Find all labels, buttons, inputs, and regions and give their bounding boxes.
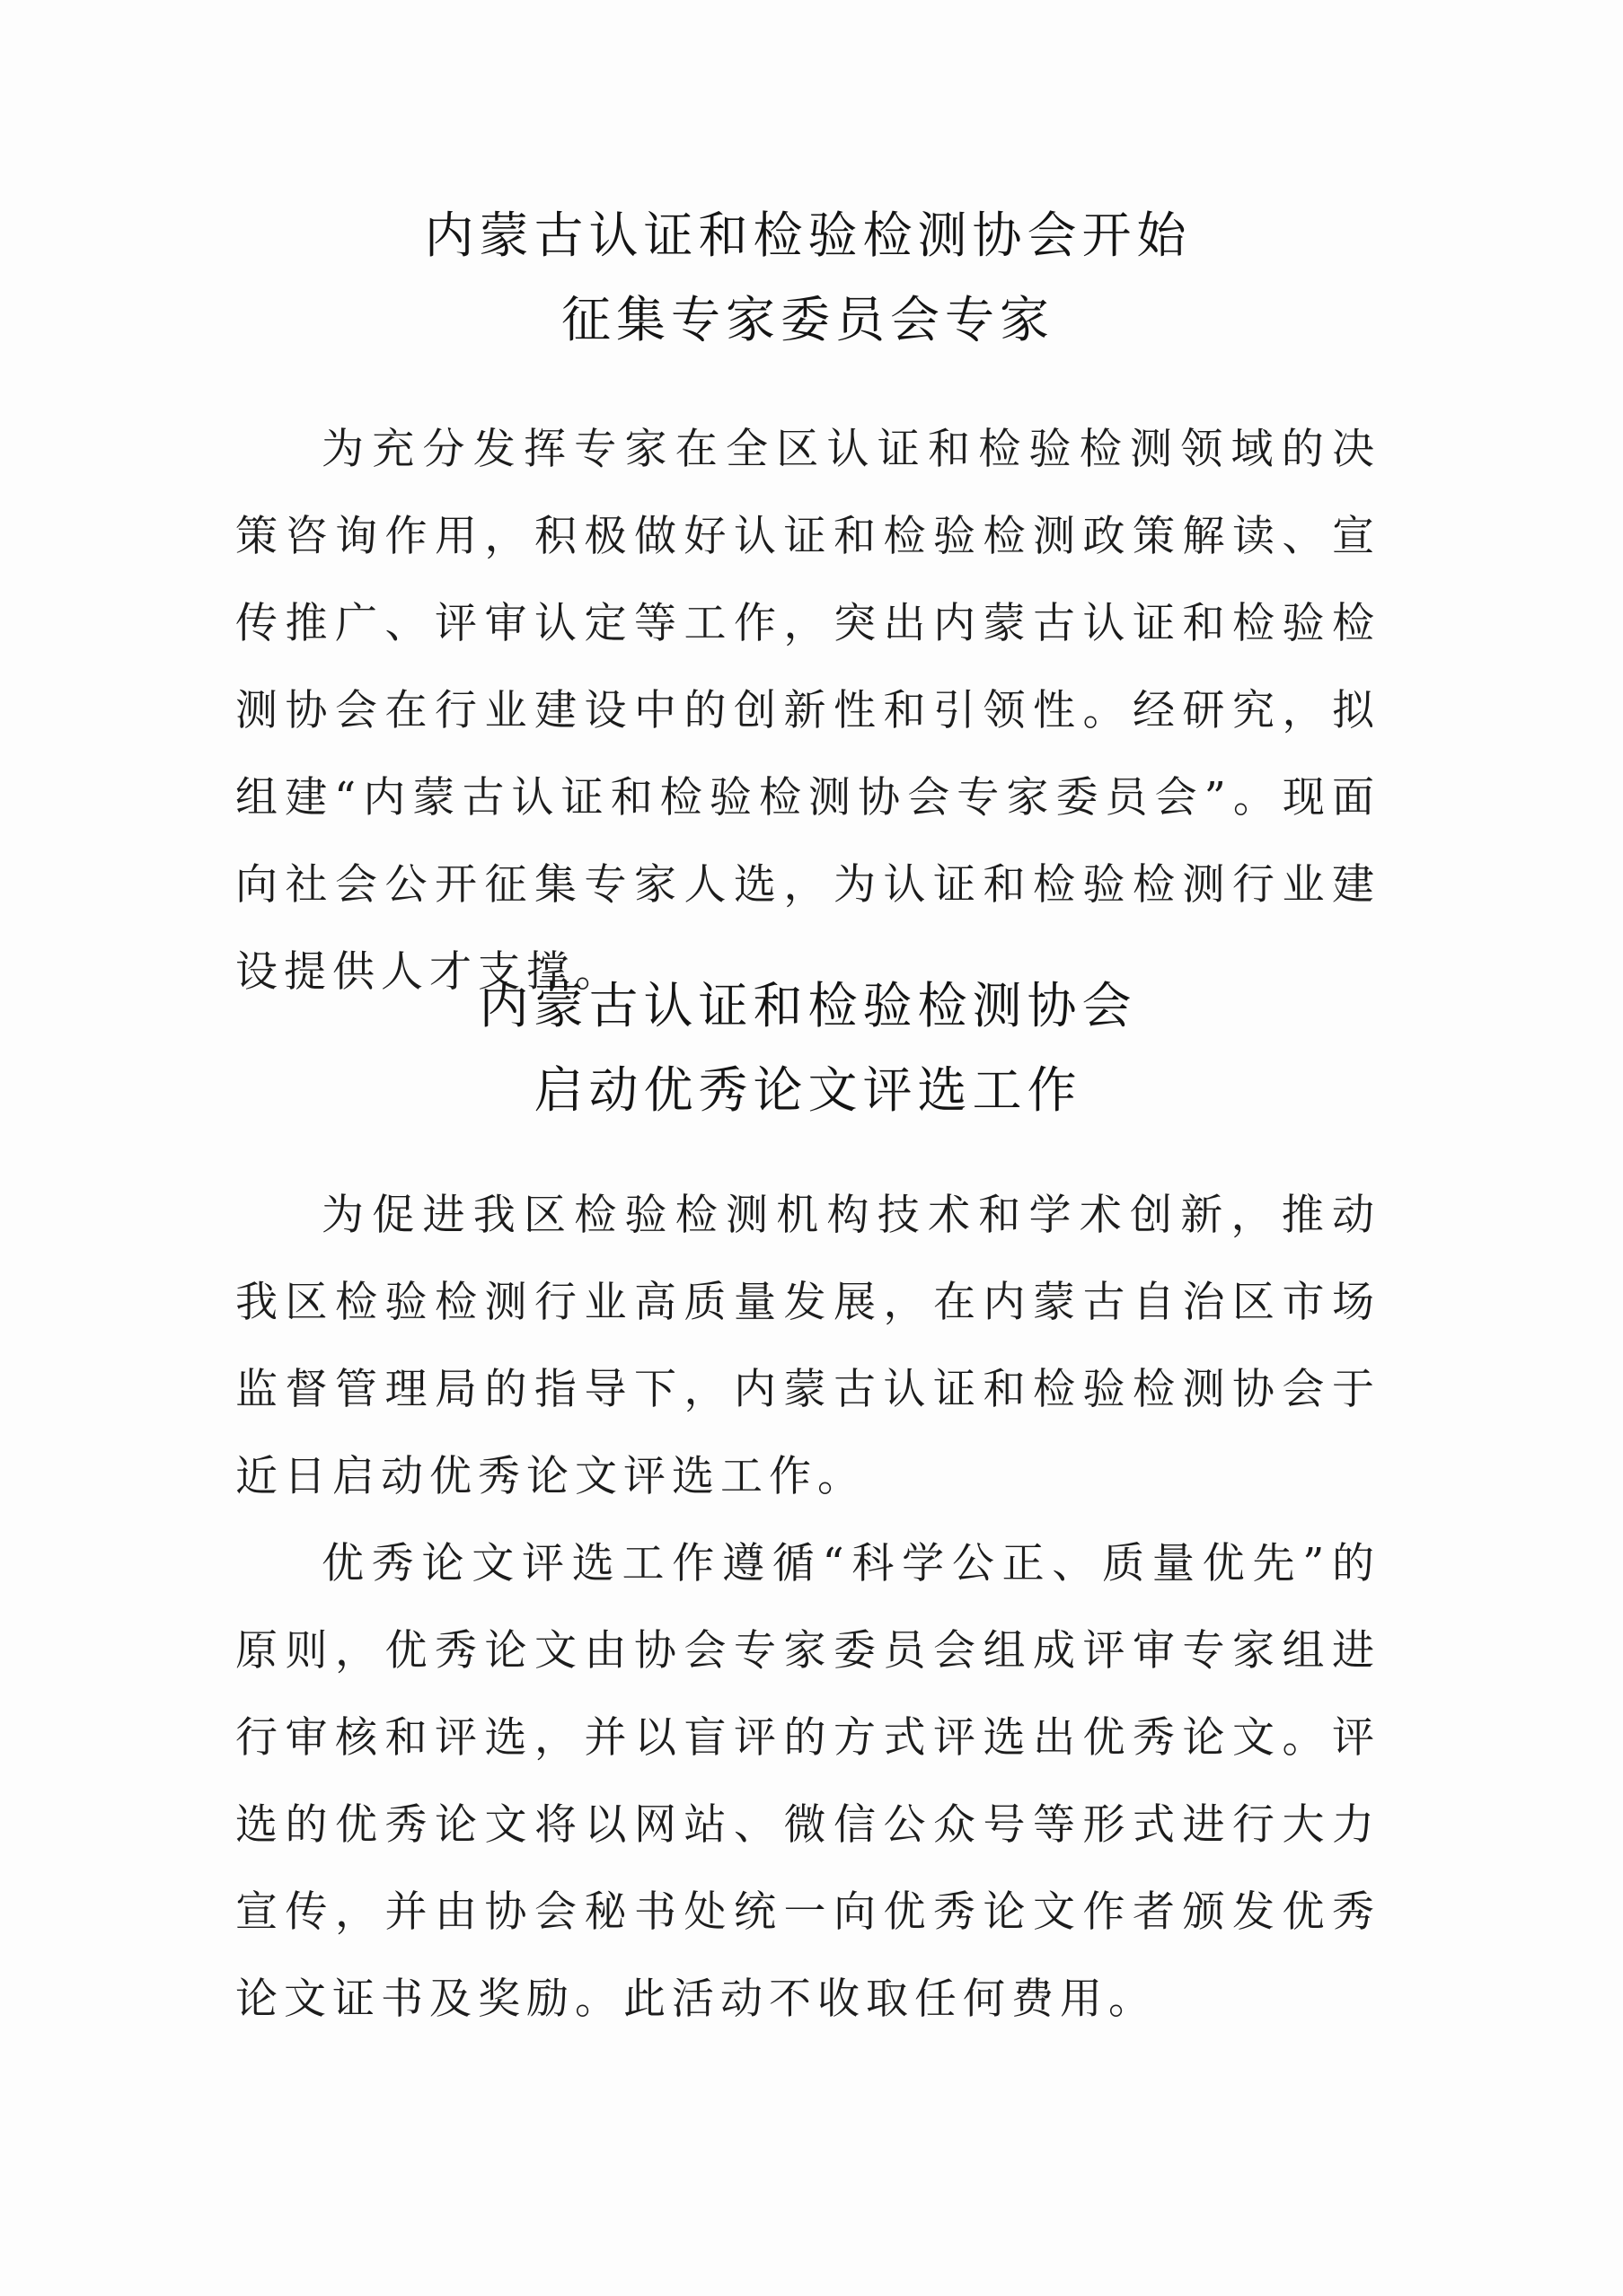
section1-heading: [235, 193, 1380, 362]
section2-body: [235, 1172, 1380, 2043]
section1-title-line2: 征集专家委员会专家: [560, 291, 1054, 348]
section1-title-line1: 内蒙古认证和检验检测协会开始: [424, 207, 1192, 264]
section2-title-line1: 内蒙古认证和检验检测协会: [479, 977, 1137, 1034]
section1-paragraph: 为充分发挥专家在全区认证和检验检测领域的决策咨询作用，积极做好认证和检验检测政策解读、宣传推广、评审认定等工作，突出内蒙古认证和检验检测协会在行业建设中的创新性和引领性。经研究，拟组建“内蒙古认证和检验检测协会专家委员会”。现面向社会公开征集专家人选，为认证和检验检测行业建设提供人才支撑。: [235, 425, 1380, 997]
section1-body: [235, 406, 1380, 1016]
section2-paragraph: 优秀论文评选工作遵循“科学公正、质量优先”的原则，优秀论文由协会专家委员会组成评审专家组进行审核和评选，并以盲评的方式评选出优秀论文。评选的优秀论文将以网站、微信公众号等形式进行大力宣传，并由协会秘书处统一向优秀论文作者颁发优秀论文证书及奖励。此活动不收取任何费用。: [235, 1539, 1380, 2024]
section2-title-line2: 启动优秀论文评选工作: [534, 1061, 1082, 1119]
section2-paragraph: 为促进我区检验检测机构技术和学术创新，推动我区检验检测行业高质量发展，在内蒙古自治区市场监督管理局的指导下，内蒙古认证和检验检测协会于近日启动优秀论文评选工作。: [235, 1191, 1380, 1501]
section2-heading: [235, 963, 1380, 1132]
